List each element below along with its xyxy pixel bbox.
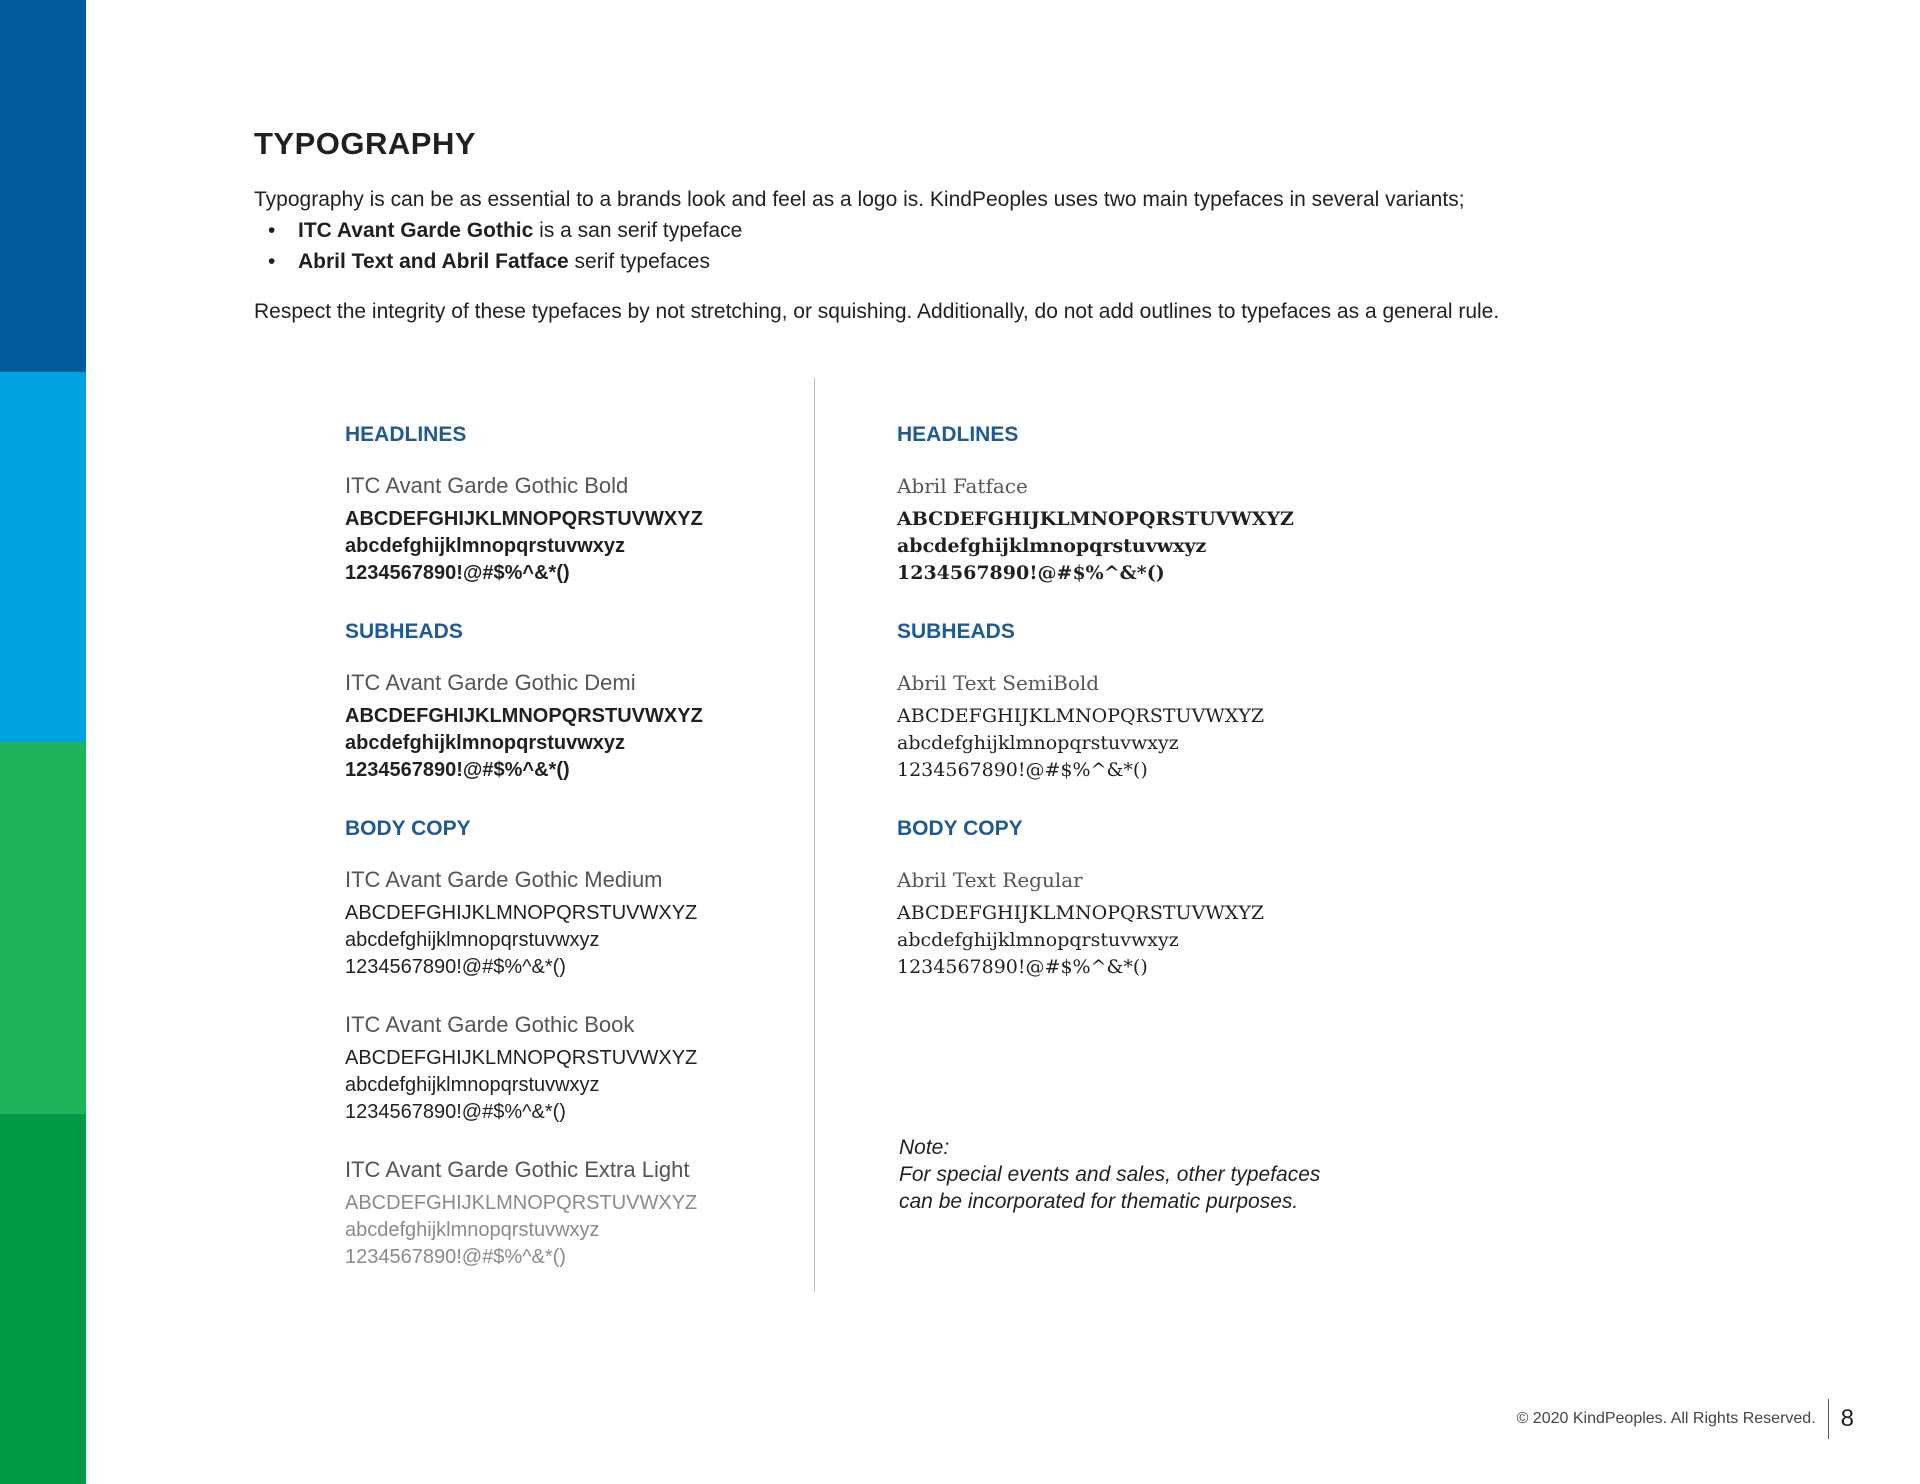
typeface-name: ITC Avant Garde Gothic Medium — [345, 867, 663, 892]
specimen-abril-text-regular — [897, 866, 1294, 981]
bullet-bold-text: ITC Avant Garde Gothic — [298, 219, 534, 242]
specimen-avant-garde-extra-light — [345, 1156, 703, 1271]
sample-uppercase: ABCDEFGHIJKLMNOPQRSTUVWXYZ — [897, 902, 1265, 924]
note-text-line: can be incorporated for thematic purposes. — [899, 1190, 1299, 1213]
specimen-avant-garde-medium — [345, 866, 703, 981]
sample-numerals: 1234567890!@#$%^&*() — [345, 759, 570, 781]
sample-numerals: 1234567890!@#$%^&*() — [345, 1246, 566, 1268]
sample-uppercase: ABCDEFGHIJKLMNOPQRSTUVWXYZ — [345, 1192, 698, 1214]
sample-uppercase: ABCDEFGHIJKLMNOPQRSTUVWXYZ — [345, 902, 698, 924]
section-label-body-copy: BODY COPY — [897, 817, 1023, 840]
typeface-list — [254, 215, 1465, 277]
sample-lowercase: abcdefghijklmnopqrstuvwxyz — [345, 1219, 600, 1241]
typeface-name: ITC Avant Garde Gothic Extra Light — [345, 1157, 690, 1182]
sample-numerals: 1234567890!@#$%^&*() — [897, 759, 1148, 781]
sample-uppercase: ABCDEFGHIJKLMNOPQRSTUVWXYZ — [345, 1047, 698, 1069]
respect-paragraph: Respect the integrity of these typefaces by not stretching, or squishing. Additionally, do not add outlines to typefaces as a general rule. — [254, 300, 1500, 323]
specimen-avant-garde-bold — [345, 472, 703, 587]
copyright-text: © 2020 KindPeoples. All Rights Reserved. — [1516, 1410, 1816, 1427]
specimen-avant-garde-book — [345, 1011, 703, 1126]
sample-lowercase: abcdefghijklmnopqrstuvwxyz — [345, 535, 626, 557]
note-block — [899, 1134, 1320, 1215]
page-footer — [1517, 1400, 1854, 1438]
section-label-subheads: SUBHEADS — [345, 620, 463, 643]
sample-lowercase: abcdefghijklmnopqrstuvwxyz — [345, 732, 626, 754]
brand-band-dark-green — [0, 1114, 86, 1484]
typeface-name: Abril Text SemiBold — [897, 671, 1100, 695]
bullet-bold-text: Abril Text and Abril Fatface — [298, 250, 569, 273]
section-label-headlines: HEADLINES — [897, 423, 1019, 446]
sample-numerals: 1234567890!@#$%^&*() — [897, 562, 1165, 584]
sample-lowercase: abcdefghijklmnopqrstuvwxyz — [345, 1074, 600, 1096]
brand-band-light-blue — [0, 372, 86, 742]
brand-band-dark-blue — [0, 0, 86, 372]
footer-divider — [1828, 1399, 1829, 1439]
intro-text: Typography is can be as essential to a brands look and feel as a logo is. KindPeoples uses two main typefaces in several variants; — [254, 188, 1465, 211]
column-divider — [814, 378, 815, 1292]
sample-lowercase: abcdefghijklmnopqrstuvwxyz — [897, 535, 1207, 557]
sample-uppercase: ABCDEFGHIJKLMNOPQRSTUVWXYZ — [345, 508, 703, 530]
specimen-abril-text-semibold — [897, 669, 1294, 784]
typeface-name: ITC Avant Garde Gothic Bold — [345, 473, 629, 498]
page-number: 8 — [1840, 1405, 1854, 1432]
typeface-name: Abril Text Regular — [897, 868, 1083, 892]
brand-band-light-green — [0, 742, 86, 1114]
sample-numerals: 1234567890!@#$%^&*() — [897, 956, 1148, 978]
typeface-name: Abril Fatface — [897, 474, 1028, 498]
sample-lowercase: abcdefghijklmnopqrstuvwxyz — [897, 929, 1179, 951]
sample-numerals: 1234567890!@#$%^&*() — [345, 956, 566, 978]
section-label-body-copy: BODY COPY — [345, 817, 471, 840]
page-title: TYPOGRAPHY — [254, 126, 477, 161]
intro-block — [254, 184, 1465, 277]
list-item — [254, 215, 1465, 246]
serif-column — [897, 420, 1294, 1011]
sample-lowercase: abcdefghijklmnopqrstuvwxyz — [345, 929, 600, 951]
section-label-headlines: HEADLINES — [345, 423, 467, 446]
bullet-text: is a san serif typeface — [533, 219, 743, 242]
sample-uppercase: ABCDEFGHIJKLMNOPQRSTUVWXYZ — [345, 705, 703, 727]
list-item — [254, 246, 1465, 277]
note-label: Note: — [899, 1136, 950, 1159]
sample-lowercase: abcdefghijklmnopqrstuvwxyz — [897, 732, 1179, 754]
specimen-avant-garde-demi — [345, 669, 703, 784]
sample-numerals: 1234567890!@#$%^&*() — [345, 562, 570, 584]
bullet-text: serif typefaces — [568, 250, 710, 273]
specimen-abril-fatface — [897, 472, 1294, 587]
sans-serif-column — [345, 420, 703, 1301]
typeface-name: ITC Avant Garde Gothic Demi — [345, 670, 636, 695]
note-text-line: For special events and sales, other typefaces — [899, 1163, 1321, 1186]
sample-uppercase: ABCDEFGHIJKLMNOPQRSTUVWXYZ — [897, 508, 1294, 530]
section-label-subheads: SUBHEADS — [897, 620, 1015, 643]
sample-numerals: 1234567890!@#$%^&*() — [345, 1101, 566, 1123]
typeface-name: ITC Avant Garde Gothic Book — [345, 1012, 635, 1037]
sample-uppercase: ABCDEFGHIJKLMNOPQRSTUVWXYZ — [897, 705, 1265, 727]
